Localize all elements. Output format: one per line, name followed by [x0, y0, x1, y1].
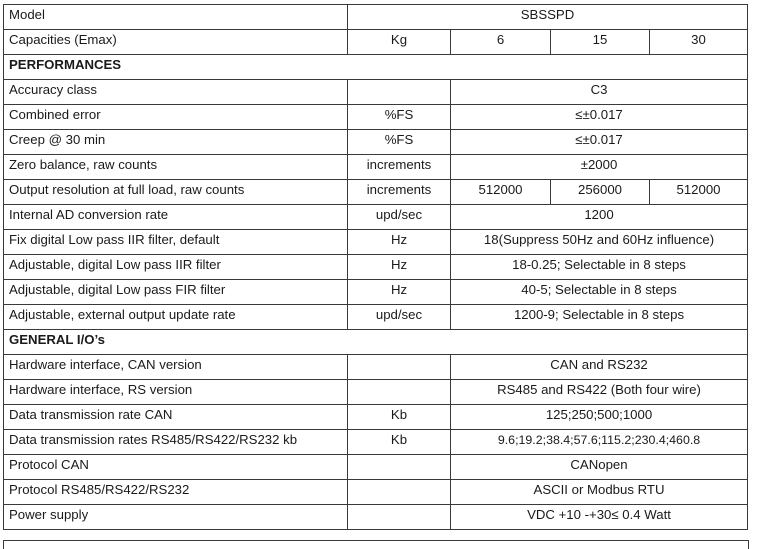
- section-performances: [4, 55, 748, 80]
- row-value: 125;250;500;1000: [451, 405, 748, 430]
- row-value-30kg: 512000: [650, 180, 748, 205]
- row-value: 9.6;19.2;38.4;57.6;115.2;230.4;460.8: [451, 430, 748, 455]
- row-unit: increments: [348, 155, 451, 180]
- label-model: Model: [4, 5, 348, 30]
- table-row: [4, 255, 748, 280]
- section-title-general-io: GENERAL I/O’s: [4, 330, 748, 355]
- row-unit: [348, 380, 451, 405]
- row-label: Power supply: [4, 505, 348, 530]
- table-row: [4, 405, 748, 430]
- row-unit: upd/sec: [348, 305, 451, 330]
- table-row: [4, 455, 748, 480]
- row-label: Data transmission rates RS485/RS422/RS232 kb: [4, 430, 348, 455]
- row-label: Output resolution at full load, raw counts: [4, 180, 348, 205]
- row-value: 18(Suppress 50Hz and 60Hz influence): [451, 230, 748, 255]
- row-value: 18-0.25; Selectable in 8 steps: [451, 255, 748, 280]
- table-row: [4, 280, 748, 305]
- table-row: [4, 355, 748, 380]
- label-capacities: Capacities (Emax): [4, 30, 348, 55]
- row-label: Internal AD conversion rate: [4, 205, 348, 230]
- section-general-io: [4, 330, 748, 355]
- table-row: [4, 380, 748, 405]
- row-label: Protocol RS485/RS422/RS232: [4, 480, 348, 505]
- table-row: [4, 155, 748, 180]
- row-label: Hardware interface, RS version: [4, 380, 348, 405]
- capacity-30: 30: [650, 30, 748, 55]
- table-row: [4, 505, 748, 530]
- table-row: [4, 205, 748, 230]
- table-row: [4, 80, 748, 105]
- row-label: Accuracy class: [4, 80, 348, 105]
- row-label: Creep @ 30 min: [4, 130, 348, 155]
- row-value: ±2000: [451, 155, 748, 180]
- row-value: 40-5; Selectable in 8 steps: [451, 280, 748, 305]
- row-unit: [348, 455, 451, 480]
- section-title-performances: PERFORMANCES: [4, 55, 748, 80]
- row-unit: increments: [348, 180, 451, 205]
- spec-table: [3, 4, 748, 530]
- row-unit: [348, 355, 451, 380]
- row-label: Combined error: [4, 105, 348, 130]
- row-value: 1200-9; Selectable in 8 steps: [451, 305, 748, 330]
- row-value: RS485 and RS422 (Both four wire): [451, 380, 748, 405]
- row-value: C3: [451, 80, 748, 105]
- row-unit: [348, 480, 451, 505]
- row-value: ≤±0.017: [451, 105, 748, 130]
- table-row: [4, 480, 748, 505]
- row-value: CANopen: [451, 455, 748, 480]
- row-value: CAN and RS232: [451, 355, 748, 380]
- row-label: Adjustable, digital Low pass FIR filter: [4, 280, 348, 305]
- row-value-15kg: 256000: [551, 180, 650, 205]
- row-label: Zero balance, raw counts: [4, 155, 348, 180]
- unit-capacities: Kg: [348, 30, 451, 55]
- row-value: VDC +10 -+30≤ 0.4 Watt: [451, 505, 748, 530]
- row-value: ≤±0.017: [451, 130, 748, 155]
- row-label: Hardware interface, CAN version: [4, 355, 348, 380]
- row-label: Protocol CAN: [4, 455, 348, 480]
- table-row: [4, 105, 748, 130]
- table-continuation: [3, 540, 749, 549]
- table-row: [4, 130, 748, 155]
- capacity-15: 15: [551, 30, 650, 55]
- row-unit: %FS: [348, 130, 451, 155]
- row-label: Fix digital Low pass IIR filter, default: [4, 230, 348, 255]
- row-label: Adjustable, external output update rate: [4, 305, 348, 330]
- row-value-6kg: 512000: [451, 180, 551, 205]
- row-label: Adjustable, digital Low pass IIR filter: [4, 255, 348, 280]
- table-row: [4, 230, 748, 255]
- row-unit: Hz: [348, 280, 451, 305]
- row-unit: [348, 80, 451, 105]
- table-row: [4, 305, 748, 330]
- row-capacities: [4, 30, 748, 55]
- row-unit: Hz: [348, 230, 451, 255]
- row-unit: Kb: [348, 430, 451, 455]
- row-label: Data transmission rate CAN: [4, 405, 348, 430]
- row-value: 1200: [451, 205, 748, 230]
- row-unit: [348, 505, 451, 530]
- row-unit: upd/sec: [348, 205, 451, 230]
- row-unit: Hz: [348, 255, 451, 280]
- capacity-6: 6: [451, 30, 551, 55]
- row-value: ASCII or Modbus RTU: [451, 480, 748, 505]
- row-model: [4, 5, 748, 30]
- row-unit: Kb: [348, 405, 451, 430]
- row-unit: %FS: [348, 105, 451, 130]
- value-model: SBSSPD: [348, 5, 748, 30]
- table-row: [4, 430, 748, 455]
- table-row: [4, 180, 748, 205]
